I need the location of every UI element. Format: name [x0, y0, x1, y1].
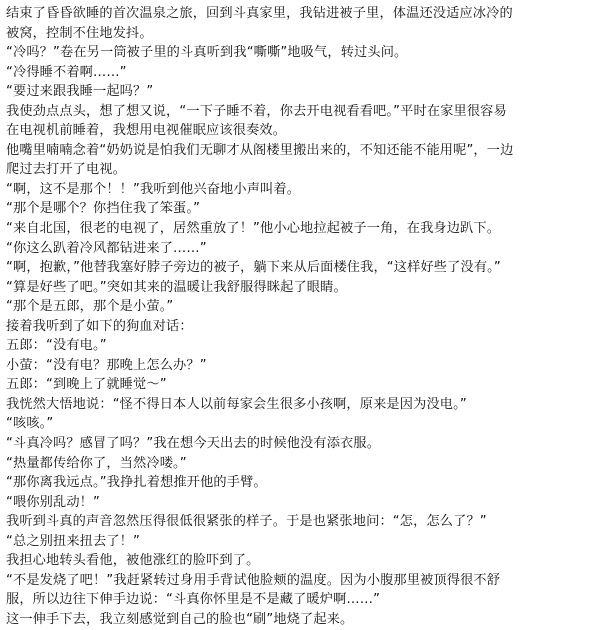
text-line-1: 结束了昏昏欲睡的首次温泉之旅，回到斗真家里，我钻进被子里，体温还没适应冰冷的	[6, 6, 513, 21]
text-line-8: 他嘴里喃喃念着“奶奶说是怕我们无聊才从阁楼里搬出来的，不知还能不能用呢”，一边	[6, 142, 514, 158]
text-line-23: “斗真冷吗？感冒了吗？”我在想今天出去的时候他没有添衣服。	[6, 436, 381, 452]
text-line-29: 我担心地转头看他，被他涨红的脸吓到了。	[6, 553, 260, 569]
text-line-17: 接着我听到了如下的狗血对话：	[6, 318, 193, 334]
text-line-20: 五郎：“到晚上了就睡觉～”	[6, 377, 167, 393]
text-line-30: “不是发烧了吧！”我赶紧转过身用手背试他脸颊的温度。因为小腹那里被顶得很不舒	[6, 572, 501, 588]
text-line-27: 我听到斗真的声音忽然压得很低很紧张的样子。于是也紧张地问：“怎，怎么了？”	[6, 514, 487, 530]
text-line-24: “热量都传给你了，当然冷喽。”	[6, 455, 187, 471]
text-line-10: “啊，这不是那个！！”我听到他兴奋地小声叫着。	[6, 181, 301, 197]
text-line-25: “那你离我远点。”我挣扎着想推开他的手臂。	[6, 475, 267, 491]
text-line-26: “喂你别乱动！”	[6, 494, 100, 510]
text-line-6: 我使劲点点头，想了想又说，“一下子睡不着，你去开电视看看吧。”平时在家里很容易	[6, 103, 507, 119]
text-line-15: “算是好些了吧。”突如其来的温暖让我舒服得眯起了眼睛。	[6, 279, 347, 295]
text-line-18: 五郎：“没有电。”	[6, 338, 107, 354]
text-line-13: “你这么趴着冷风都钻进来了……”	[6, 240, 207, 256]
text-line-22: “咳咳。”	[6, 416, 54, 432]
text-line-7: 在电视机前睡着，我想用电视催眠应该很奏效。	[6, 123, 287, 139]
text-line-28: “总之别扭来扭去了！”	[6, 533, 141, 549]
text-line-12: “来自北国，很老的电视了，居然重放了！”他小心地拉起被子一角，在我身边趴下。	[6, 221, 501, 237]
text-line-4: “冷得睡不着啊……”	[6, 64, 127, 80]
text-line-32: 这一伸手下去，我立刻感觉到自己的脸也“刷”地烧了起来。	[6, 611, 354, 627]
text-line-21: 我恍然大悟地说：“怪不得日本人以前每家会生很多小孩啊，原来是因为没电。”	[6, 396, 467, 412]
text-line-9: 爬过去打开了电视。	[6, 162, 127, 178]
text-line-2: 被窝，控制不住地发抖。	[6, 25, 153, 41]
text-line-5: “要过来跟我睡一起吗？”	[6, 84, 154, 100]
text-line-3: “冷吗？”卷在另一筒被子里的斗真听到我“嘶嘶”地吸气，转过头问。	[6, 45, 408, 61]
text-line-31: 服，所以边往下伸手边说：“斗真你怀里是不是藏了暖炉啊……”	[6, 592, 381, 608]
text-line-11: “那个是哪个？你挡住我了笨蛋。”	[6, 201, 201, 217]
text-line-14: “啊，抱歉，”他替我塞好脖子旁边的被子，躺下来从后面楼住我，“这样好些了没有。”	[6, 260, 501, 276]
text-line-19: 小萤：“没有电？那晚上怎么办？”	[6, 357, 207, 373]
text-line-16: “那个是五郎，那个是小萤。”	[6, 299, 174, 315]
